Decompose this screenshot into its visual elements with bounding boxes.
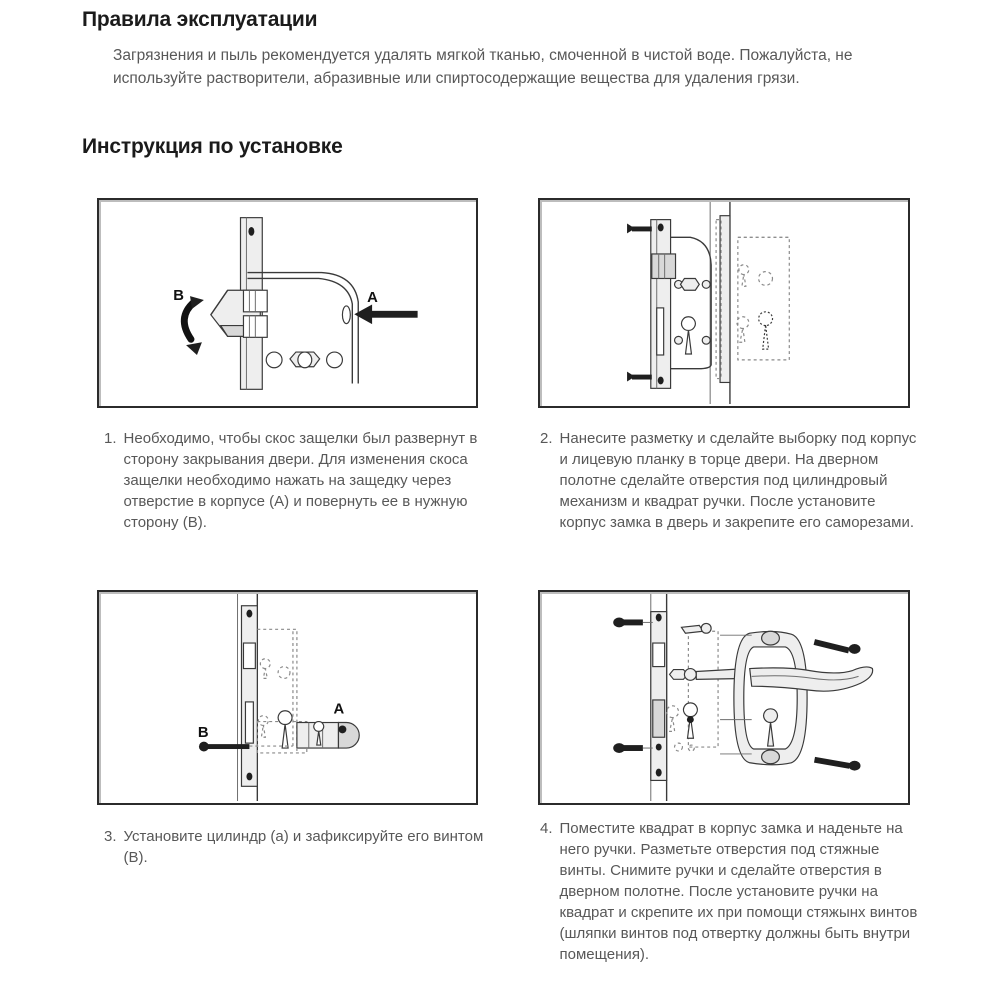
page-title-install: Инструкция по установке bbox=[82, 135, 343, 158]
step-caption-3 bbox=[104, 826, 494, 868]
figure-step-3 bbox=[97, 590, 478, 805]
care-paragraph: Загрязнения и пыль рекомендуется удалять мягкой тканью, смоченной в чистой воде. Пожалуйста, не используйте растворители, абразивные или спиртосодержащие вещества для удаления грязи. bbox=[113, 47, 853, 87]
step-number: 4. bbox=[540, 820, 553, 837]
step-text: Установите цилиндр (а) и зафиксируйте его винтом (В). bbox=[123, 828, 484, 866]
step-caption-4 bbox=[540, 818, 925, 965]
step-number: 2. bbox=[540, 430, 553, 447]
step-number: 1. bbox=[104, 430, 117, 447]
figure1-label-b: B bbox=[173, 288, 184, 305]
figure1-label-a: A bbox=[367, 290, 378, 307]
figure-step-1 bbox=[97, 198, 478, 408]
step-number: 3. bbox=[104, 828, 117, 845]
figure3-label-b: B bbox=[197, 725, 209, 742]
figure3-label-a: A bbox=[333, 701, 345, 718]
page-title-care: Правила эксплуатации bbox=[82, 8, 318, 31]
step-caption-1 bbox=[104, 428, 494, 533]
step-text: Поместите квадрат в корпус замка и наденьте на него ручки. Разметьте отверстия под стяжные винты. Снимите ручки и сделайте отверстия в дверном полотне. После установите ручки на квадрат и скрепите их при помощи стяжынх винтов (шляпки винтов под отвертку должны быть внутри помещения). bbox=[559, 820, 918, 963]
step-text: Необходимо, чтобы скос защелки был развернут в сторону закрывания двери. Для изменения скоса защелки необходимо нажать на защедку через отверстие в корпусе (А) и повернуть ее в нужную сторону (В). bbox=[123, 430, 478, 531]
figure-step-4 bbox=[538, 590, 910, 805]
step-text: Нанесите разметку и сделайте выборку под корпус и лицевую планку в торце двери. На дверном полотне сделайте отверстия под цилиндровый механизм и квадрат ручки. После установите корпус замка в дверь и закрепите его саморезами. bbox=[559, 430, 917, 531]
figure-step-2 bbox=[538, 198, 910, 408]
step-caption-2 bbox=[540, 428, 925, 533]
